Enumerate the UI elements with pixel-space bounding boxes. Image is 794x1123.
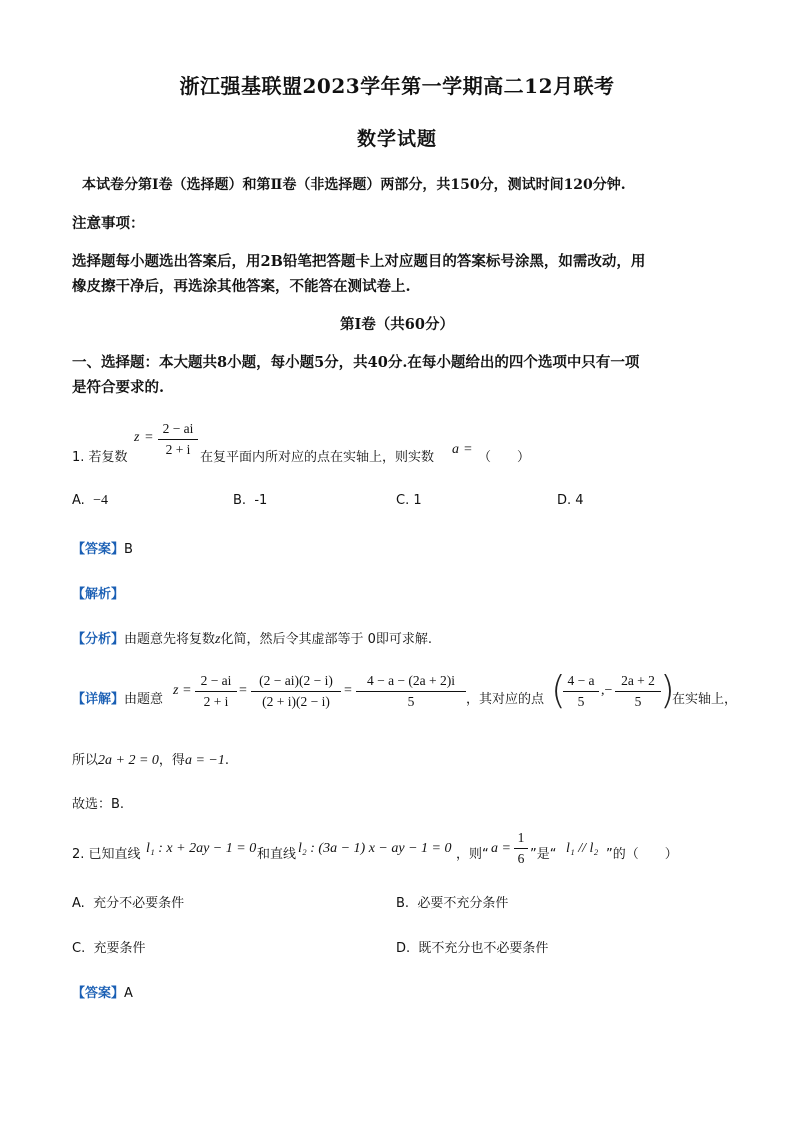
q1-option-a: A. −4 <box>72 493 108 508</box>
q1-fraction <box>158 420 198 459</box>
q1-blank: （ ） <box>478 450 531 465</box>
q1-so-line: 所以2a + 2 = 0，得a = −1. <box>72 753 229 768</box>
q2-mid-3: ”是“ <box>530 847 557 862</box>
q1-point-x: 4 − a 5 <box>563 672 599 711</box>
q1-equals-2: = <box>464 442 472 457</box>
q2-option-a: A. 充分不必要条件 <box>72 896 185 911</box>
q1-var-z: z <box>134 430 140 445</box>
q2-option-b: B. 必要不充分条件 <box>396 896 509 911</box>
paren-right: ) <box>660 668 675 712</box>
q2-line-l2: l₂ : (3a − 1) x − ay − 1 = 0 <box>298 841 452 856</box>
q1-detail-prefix: 【详解】由题意 <box>72 692 164 707</box>
q1-option-c: C. 1 <box>396 493 422 508</box>
q1-detail-frac-3: 4 − a − (2a + 2)i 5 <box>356 672 466 711</box>
q1-detail-frac-1: 2 − ai 2 + i <box>195 672 237 711</box>
exam-subtitle: 数学试题 <box>356 128 437 150</box>
q1-point-sep: ,− <box>601 683 613 698</box>
notice-line-1: 选择题每小题选出答案后，用2B铅笔把答题卡上对应题目的答案标号涂黑，如需改动，用 <box>72 253 646 270</box>
q1-detail-eq-2: = <box>239 683 247 698</box>
q1-equals: = <box>145 430 153 445</box>
q1-detail-z: z <box>173 683 179 698</box>
q2-cond-a: a = <box>491 841 511 856</box>
q1-choice: 故选：B. <box>72 797 125 812</box>
q2-mid-2: ，则“ <box>456 847 489 862</box>
q2-option-d: D. 既不充分也不必要条件 <box>396 941 549 956</box>
exam-title: 浙江强基联盟2023学年第一学期高二12月联考 <box>179 74 615 98</box>
q2-suffix: ”的（ ） <box>606 847 678 862</box>
q1-detail-end: 在实轴上， <box>672 692 738 707</box>
q2-parallel: l₁ // l₂ <box>566 841 599 856</box>
section-heading-line-1: 一、选择题：本大题共8小题，每小题5分，共40分.在每小题给出的四个选项中只有一项 <box>72 354 640 371</box>
part1-heading: 第Ⅰ卷（共60分） <box>340 316 454 333</box>
q1-point-y: 2a + 2 5 <box>615 672 661 711</box>
q1-option-d: D. 4 <box>557 493 584 508</box>
exam-description: 本试卷分第Ⅰ卷（选择题）和第Ⅱ卷（非选择题）两部分，共150分，测试时间120分钟. <box>82 177 626 193</box>
q1-prefix: 1. 若复数 <box>72 450 128 465</box>
q2-prefix: 2. 已知直线 <box>72 847 141 862</box>
q1-detail-eq-3: = <box>344 683 352 698</box>
answer-tag: 【答案】 <box>72 542 125 557</box>
analysis-tag: 【解析】 <box>72 587 125 602</box>
q1-frac-denominator: 2 + i <box>165 442 191 457</box>
section-heading-line-2: 是符合要求的. <box>72 379 165 396</box>
q2-mid-1: 和直线 <box>257 847 297 862</box>
q2-answer: 【答案】A <box>72 986 133 1001</box>
notice-line-2: 橡皮擦干净后，再选涂其他答案，不能答在测试卷上. <box>72 278 411 295</box>
q1-option-b: B. -1 <box>233 493 268 508</box>
q1-var-a: a <box>452 442 459 457</box>
q2-line-l1: l₁ : x + 2ay − 1 = 0 <box>146 841 257 856</box>
q1-detail-eq-1: = <box>183 683 191 698</box>
q1-detail-frac-2: (2 − ai)(2 − i) (2 + i)(2 − i) <box>251 672 341 711</box>
q1-frac-numerator: 2 − ai <box>162 421 194 436</box>
q2-cond-fraction: 1 6 <box>514 829 528 868</box>
q1-answer: 【答案】B <box>72 542 133 557</box>
paren-left: ( <box>551 668 566 712</box>
q1-middle-text: 在复平面内所对应的点在实轴上，则实数 <box>200 450 435 465</box>
q1-fenxi: 【分析】由题意先将复数z化简，然后令其虚部等于 0即可求解. <box>72 632 433 647</box>
notice-heading: 注意事项： <box>72 215 145 232</box>
q1-detail-mid: ，其对应的点 <box>466 692 545 707</box>
q2-option-c: C. 充要条件 <box>72 941 146 956</box>
